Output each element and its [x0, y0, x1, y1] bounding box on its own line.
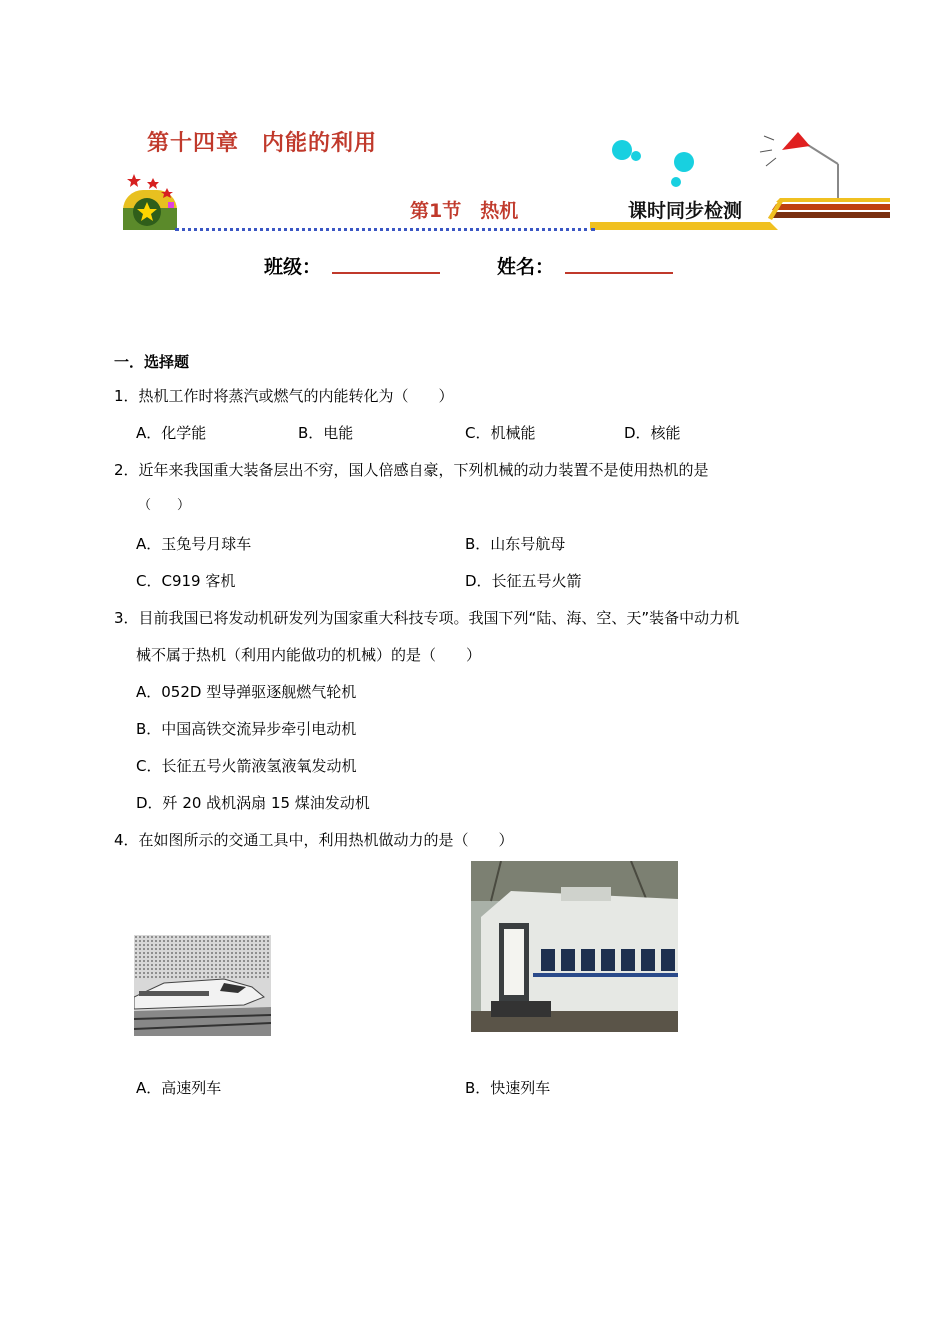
- question-4-text: 4．在如图所示的交通工具中，利用热机做动力的是（ ）: [114, 831, 514, 849]
- question-2-option-a: A．玉兔号月球车: [136, 535, 252, 553]
- name-label: 姓名：: [497, 256, 555, 278]
- class-field[interactable]: [332, 272, 440, 274]
- question-3-option-a: A．052D 型导弹驱逐舰燃气轮机: [136, 683, 357, 701]
- question-1-option-b: B．电能: [298, 424, 354, 442]
- section-heading: 一．选择题: [114, 353, 190, 371]
- sync-test-label: 课时同步检测: [628, 200, 743, 222]
- bubbles-decoration: [612, 140, 694, 187]
- question-4-option-a: A．高速列车: [136, 1079, 222, 1097]
- section-title: 第1节 热机: [410, 200, 519, 222]
- star-badge-icon: [123, 174, 177, 232]
- question-3-option-c: C．长征五号火箭液氢液氧发动机: [136, 757, 357, 775]
- question-2-option-d: D．长征五号火箭: [465, 572, 582, 590]
- name-field[interactable]: [565, 272, 673, 274]
- question-2-text: 2．近年来我国重大装备层出不穷，国人倍感自豪，下列机械的动力装置不是使用热机的是: [114, 461, 709, 479]
- express-train-image: [471, 861, 678, 1032]
- question-2-option-c: C．C919 客机: [136, 572, 236, 590]
- chapter-title: 第十四章 内能的利用: [147, 131, 378, 156]
- question-1-option-a: A．化学能: [136, 424, 207, 442]
- question-1-option-d: D．核能: [624, 424, 681, 442]
- question-1-option-c: C．机械能: [465, 424, 536, 442]
- header-divider: [175, 228, 595, 231]
- question-3-option-d: D．歼 20 战机涡扇 15 煤油发动机: [136, 794, 370, 812]
- question-4-option-b: B．快速列车: [465, 1079, 551, 1097]
- lamp-icon: [760, 132, 838, 198]
- question-3-option-b: B．中国高铁交流异步牵引电动机: [136, 720, 357, 738]
- high-speed-train-image: [134, 935, 271, 1036]
- question-2-text-cont: （ ）: [138, 498, 191, 513]
- question-2-option-b: B．山东号航母: [465, 535, 566, 553]
- class-label: 班级：: [264, 256, 322, 278]
- question-1-text: 1．热机工作时将蒸汽或燃气的内能转化为（ ）: [114, 387, 454, 405]
- question-3-text: 3．目前我国已将发动机研发列为国家重大科技专项。我国下列“陆、海、空、天”装备中动力机: [114, 609, 740, 627]
- question-3-text-cont: 械不属于热机（利用内能做功的机械）的是（ ）: [136, 646, 482, 664]
